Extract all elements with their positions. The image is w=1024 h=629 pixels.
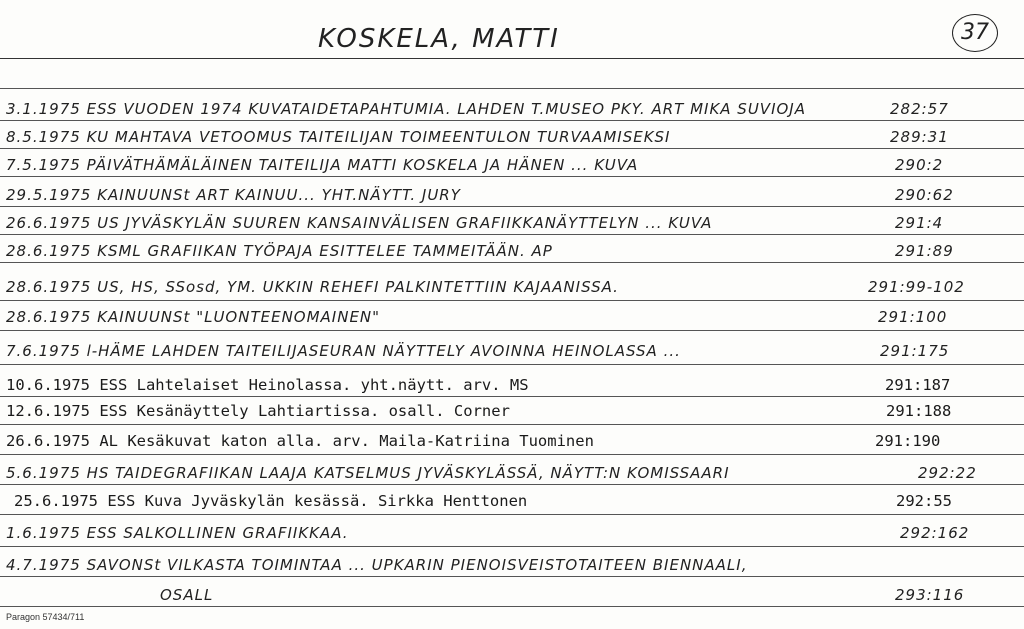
entry-ref: 290:62	[895, 186, 954, 204]
entry-row	[0, 302, 1024, 328]
entry-row	[0, 518, 1024, 544]
card-title: KOSKELA, MATTI	[318, 24, 560, 54]
entry-text: 7.5.1975 PÄIVÄTHÄMÄLÄINEN TAITEILIJA MATTI KOSKELA JA HÄNEN ... KUVA	[6, 156, 639, 174]
rule	[0, 484, 1024, 485]
entry-row	[0, 150, 1024, 176]
rule	[0, 454, 1024, 455]
entry-row	[0, 336, 1024, 362]
rule	[0, 88, 1024, 89]
rule	[0, 148, 1024, 149]
entry-row	[0, 122, 1024, 148]
entry-ref: 291:89	[895, 242, 954, 260]
entry-ref: 290:2	[895, 156, 944, 174]
rule	[0, 234, 1024, 235]
rule	[0, 546, 1024, 547]
entry-ref: 282:57	[890, 100, 949, 118]
entry-text: 26.6.1975 AL Kesäkuvat katon alla. arv. Maila-Katriina Tuominen	[6, 432, 594, 450]
rule	[0, 176, 1024, 177]
entry-text: 10.6.1975 ESS Lahtelaiset Heinolassa. yht.näytt. arv. MS	[6, 376, 529, 394]
entry-text: 5.6.1975 HS TAIDEGRAFIIKAN LAAJA KATSELMUS JYVÄSKYLÄSSÄ, NÄYTT:N KOMISSAARI	[6, 464, 730, 482]
card-footer: Paragon 57434/711	[6, 612, 85, 622]
card-number: 37	[952, 14, 998, 52]
entry-row	[0, 272, 1024, 298]
entry-row	[0, 550, 1024, 576]
entry-row	[0, 486, 1024, 512]
entry-row	[0, 458, 1024, 484]
rule	[0, 576, 1024, 577]
rule	[0, 330, 1024, 331]
entry-text: 7.6.1975 l-HÄME LAHDEN TAITEILIJASEURAN NÄYTTELY AVOINNA HEINOLASSA ...	[6, 342, 681, 360]
entry-row	[0, 580, 1024, 606]
entry-text: OSALL	[160, 586, 214, 604]
entry-ref: 289:31	[890, 128, 949, 146]
entry-text: 12.6.1975 ESS Kesänäyttely Lahtiartissa. osall. Corner	[6, 402, 510, 420]
rule	[0, 300, 1024, 301]
entry-ref: 291:190	[875, 432, 941, 450]
entry-text: 28.6.1975 US, HS, SSosd, YM. UKKIN REHEFI PALKINTETTIIN KAJAANISSA.	[6, 278, 619, 296]
entry-ref: 291:100	[878, 308, 948, 326]
entry-text: 28.6.1975 KAINUUNSt "LUONTEENOMAINEN"	[6, 308, 381, 326]
entry-text: 4.7.1975 SAVONSt VILKASTA TOIMINTAA ... UPKARIN PIENOISVEISTOTAITEEN BIENNAALI,	[6, 556, 748, 574]
entry-row	[0, 236, 1024, 262]
entry-ref: 292:22	[918, 464, 977, 482]
rule	[0, 514, 1024, 515]
entry-text: 28.6.1975 KSML GRAFIIKAN TYÖPAJA ESITTELEE TAMMEITÄÄN. AP	[6, 242, 553, 260]
entry-text: 29.5.1975 KAINUUNSt ART KAINUU... YHT.NÄYTT. JURY	[6, 186, 461, 204]
entry-text: 8.5.1975 KU MAHTAVA VETOOMUS TAITEILIJAN TOIMEENTULON TURVAAMISEKSI	[6, 128, 671, 146]
entry-ref: 293:116	[895, 586, 965, 604]
entry-row	[0, 94, 1024, 120]
entry-row	[0, 370, 1024, 396]
entry-ref: 291:187	[885, 376, 951, 394]
entry-text: 3.1.1975 ESS VUODEN 1974 KUVATAIDETAPAHTUMIA. LAHDEN T.MUSEO PKY. ART MIKA SUVIOJA	[6, 100, 806, 118]
header-rule	[0, 58, 1024, 59]
entry-ref: 292:55	[896, 492, 952, 510]
entry-row	[0, 396, 1024, 422]
entry-ref: 291:175	[880, 342, 950, 360]
entry-ref: 291:4	[895, 214, 944, 232]
rule	[0, 364, 1024, 365]
entry-text: 26.6.1975 US JYVÄSKYLÄN SUUREN KANSAINVÄLISEN GRAFIIKKANÄYTTELYN ... KUVA	[6, 214, 713, 232]
entry-ref: 291:188	[886, 402, 952, 420]
entry-row	[0, 426, 1024, 452]
rule	[0, 606, 1024, 607]
entry-text: 1.6.1975 ESS SALKOLLINEN GRAFIIKKAA.	[6, 524, 349, 542]
rule	[0, 206, 1024, 207]
entry-ref: 291:99-102	[868, 278, 965, 296]
entry-row	[0, 180, 1024, 206]
rule	[0, 424, 1024, 425]
entry-row	[0, 208, 1024, 234]
entry-text: 25.6.1975 ESS Kuva Jyväskylän kesässä. Sirkka Henttonen	[14, 492, 528, 510]
rule	[0, 120, 1024, 121]
rule	[0, 262, 1024, 263]
entry-ref: 292:162	[900, 524, 970, 542]
